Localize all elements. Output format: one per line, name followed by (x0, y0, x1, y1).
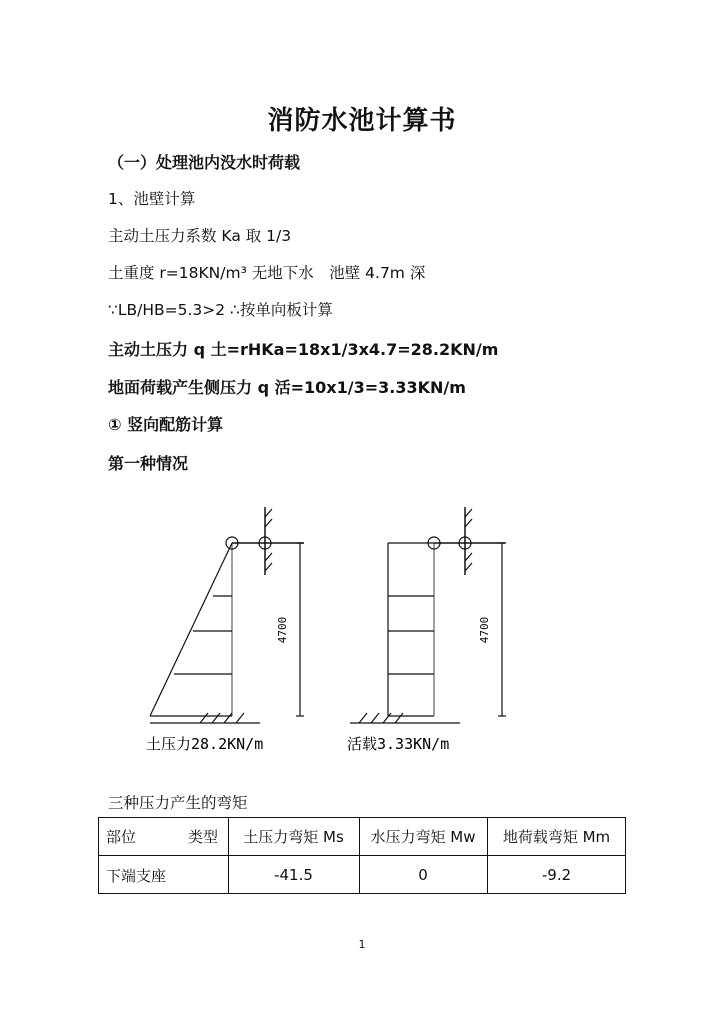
soil-pressure-diagram (120, 505, 320, 755)
ratio-line: ∵LB/HB=5.3>2 ∴按单向板计算 (108, 301, 333, 319)
table-caption: 三种压力产生的弯矩 (108, 794, 248, 812)
subsection-heading: 1、池壁计算 (108, 190, 196, 208)
triangle-hypotenuse (150, 543, 232, 716)
live-load-diagram (345, 505, 545, 755)
diagram-label: 活载3.33KN/m (347, 735, 450, 753)
row-mw: 0 (418, 866, 428, 884)
diagram-label: 土压力28.2KN/m (146, 735, 264, 753)
case-heading: 第一种情况 (108, 454, 189, 473)
header-type: 类型 (188, 827, 219, 846)
page-number: 1 (358, 938, 366, 951)
header-ms: 土压力弯矩 Ms (243, 827, 344, 846)
section-heading: （一）处理池内没水时荷载 (108, 153, 301, 172)
row-part: 下端支座 (106, 866, 167, 885)
moments-table (98, 817, 626, 894)
row-mm: -9.2 (541, 866, 572, 884)
soil-weight-line: 土重度 r=18KN/m³ 无地下水 池壁 4.7m 深 (108, 264, 426, 282)
dimension-label: 4700 (478, 616, 491, 644)
row-ms: -41.5 (274, 866, 313, 884)
ka-line: 主动土压力系数 Ka 取 1/3 (108, 227, 292, 245)
header-mw: 水压力弯矩 Mw (370, 827, 476, 846)
vertical-rebar-heading: ① 竖向配筋计算 (108, 415, 224, 434)
header-mm: 地荷载弯矩 Mm (502, 827, 611, 846)
header-part: 部位 (106, 827, 137, 846)
page-title: 消防水池计算书 (267, 106, 457, 136)
live-pressure-line: 地面荷载产生侧压力 q 活=10x1/3=3.33KN/m (108, 378, 466, 397)
soil-pressure-line: 主动土压力 q 土=rHKa=18x1/3x4.7=28.2KN/m (108, 340, 499, 359)
dimension-label: 4700 (276, 616, 289, 644)
